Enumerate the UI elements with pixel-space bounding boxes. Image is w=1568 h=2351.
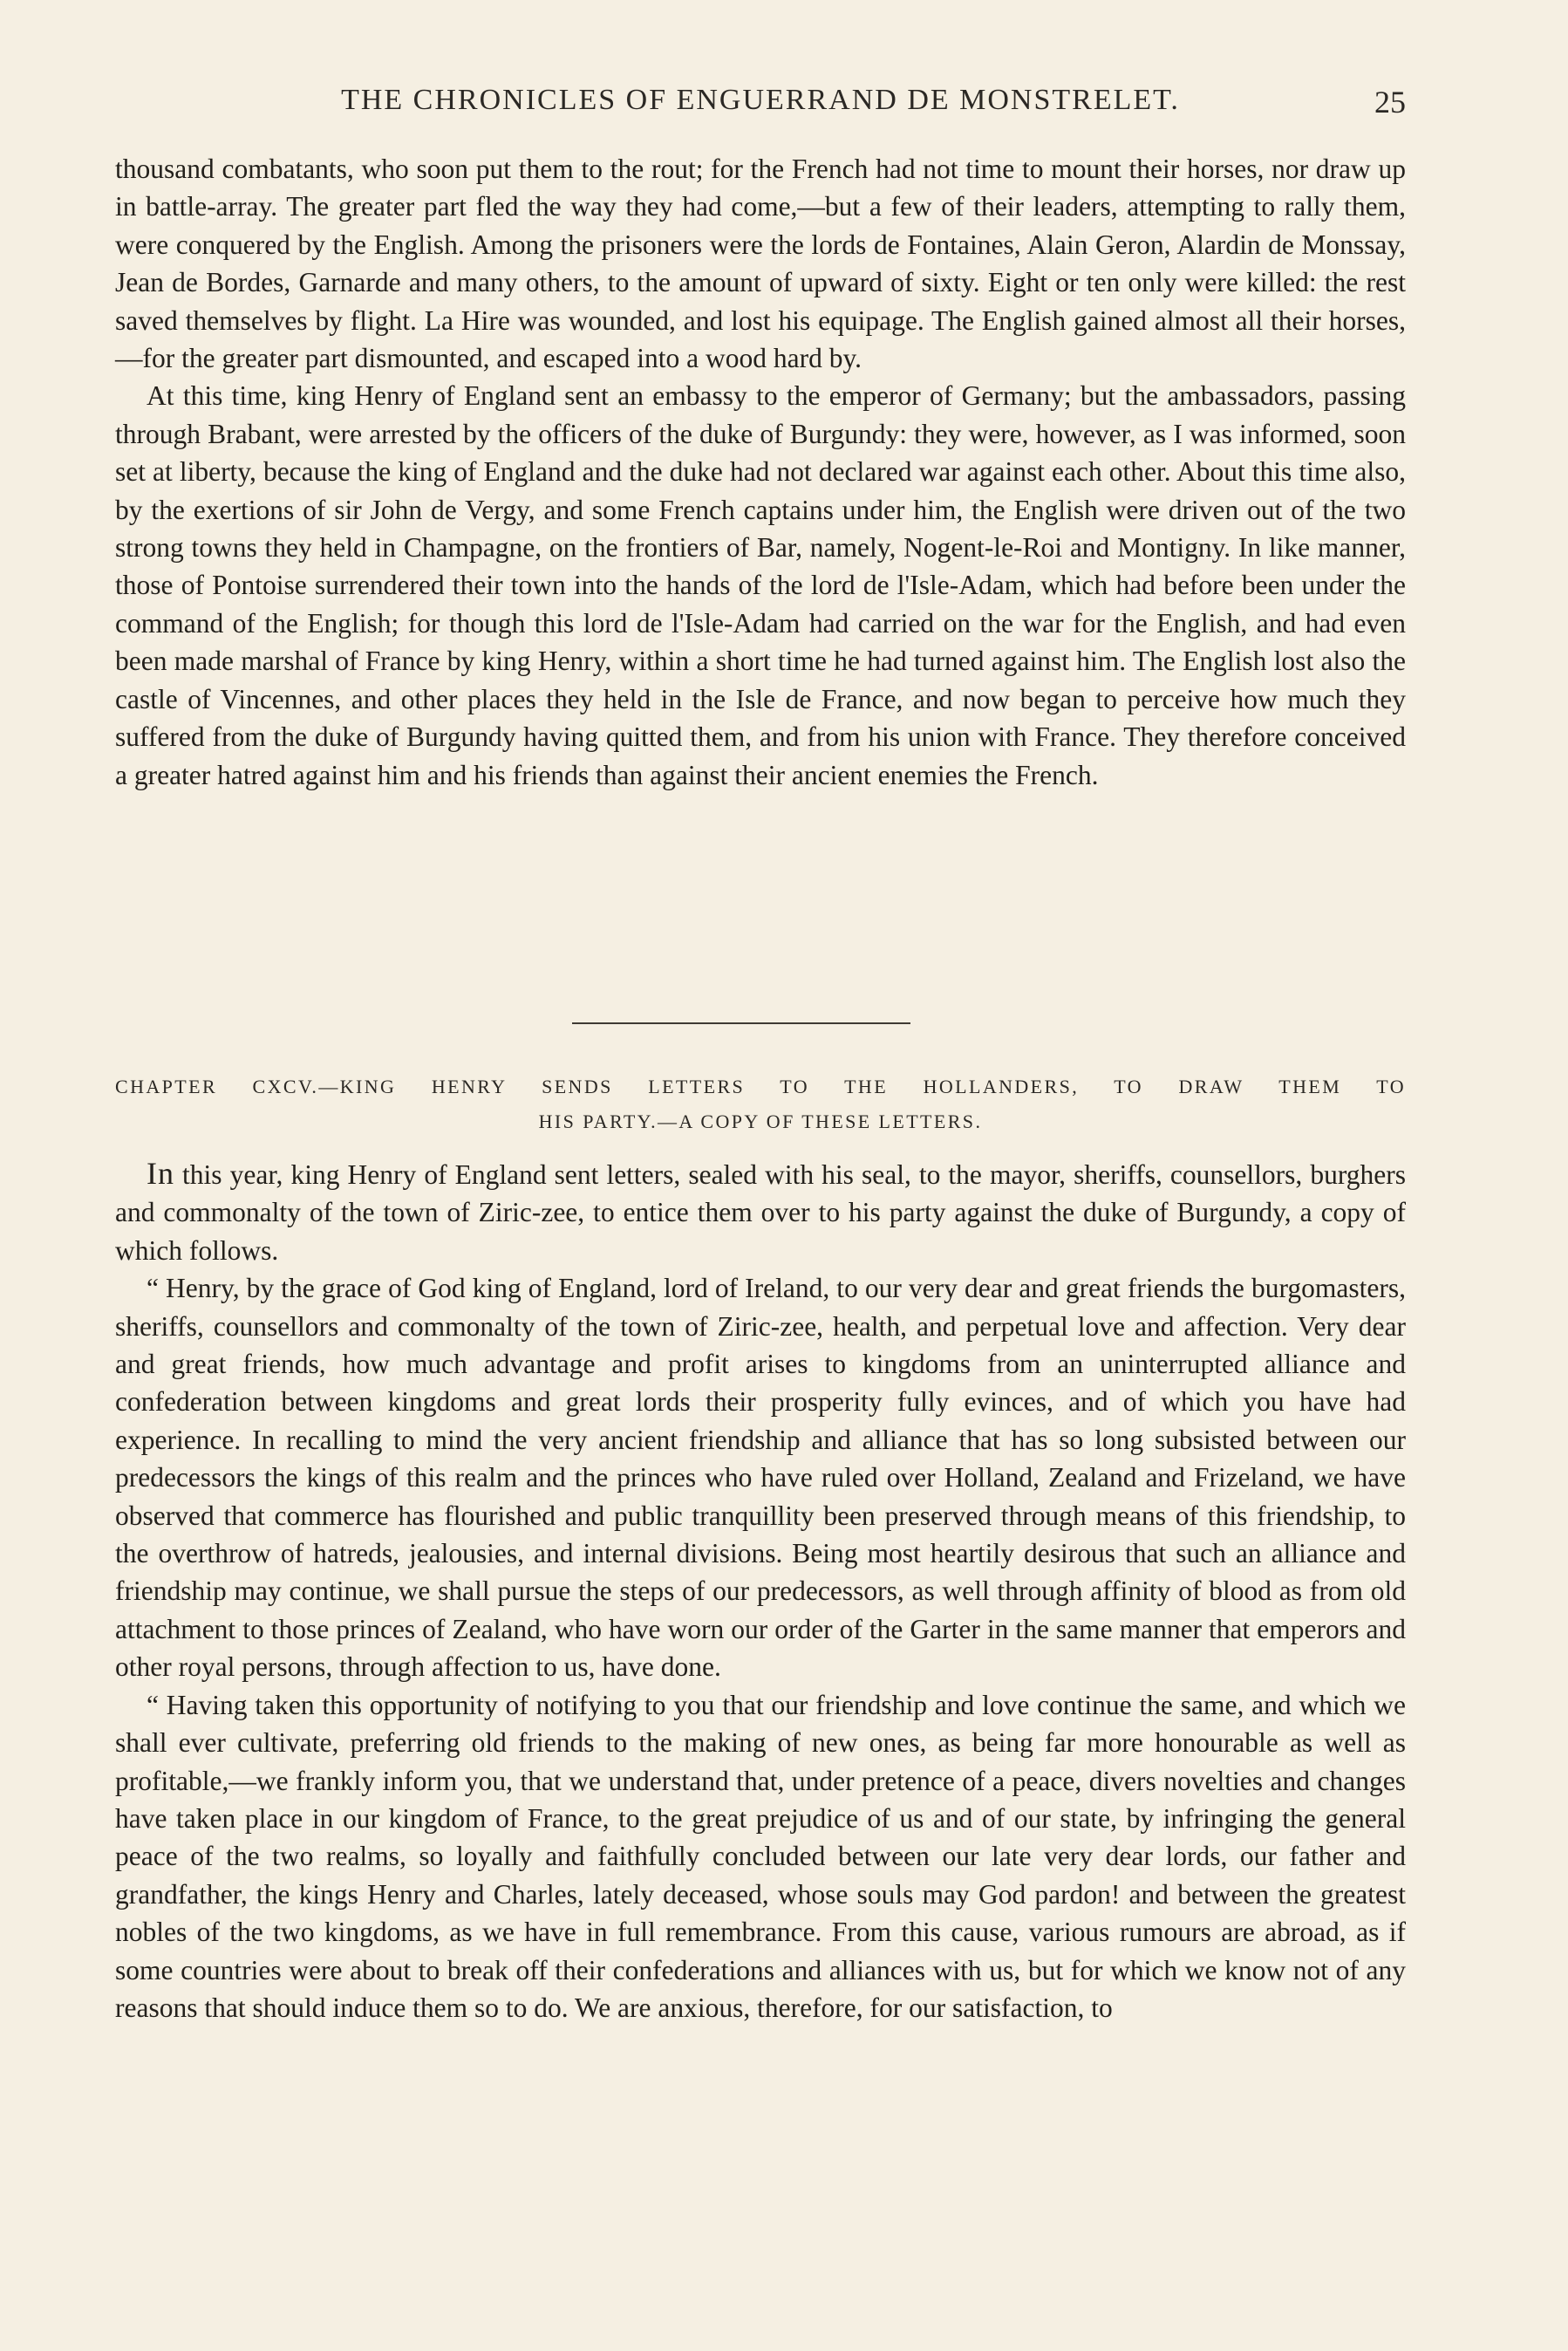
running-head (115, 84, 1406, 122)
first-section (115, 150, 1406, 794)
chapter-body (115, 1155, 1406, 2026)
opening-text: this year, king Henry of England sent letters, sealed with his seal, to the mayor, sheriffs, counsellors, burghers and commonalty of the town of Ziric-zee, to entice them over to his party against the duke of Burgundy, a copy of which follows. (115, 1159, 1406, 1266)
chapter-opening-paragraph (115, 1155, 1406, 1269)
paragraph-embassy: At this time, king Henry of England sent an embassy to the emperor of Germany; but the ambassadors, passing through Brabant, were arrested by the officers of the duke of Burgundy: they were, however, as I was informed, soon set at liberty, because the king of England and the duke had not declared war against each other. About this time also, by the exertions of sir John de Vergy, and some French captains under him, the English were driven out of the two strong towns they held in Champagne, on the frontiers of Bar, namely, Nogent-le-Roi and Montigny. In like manner, those of Pontoise surrendered their town into the hands of the lord de l'Isle-Adam, which had before been under the command of the English; for though this lord de l'Isle-Adam had carried on the war for the English, and had even been made marshal of France by king Henry, within a short time he had turned against him. The English lost also the castle of Vincennes, and other places they held in the Isle de France, and now began to perceive how much they suffered from the duke of Burgundy having quitted them, and from his union with France. They therefore conceived a greater hatred against him and his friends than against their ancient enemies the French. (115, 380, 1406, 790)
chapter-heading-line-1: CHAPTER CXCV.—KING HENRY SENDS LETTERS TO THE HOLLANDERS, TO DRAW THEM TO (115, 1076, 1406, 1097)
paragraph-continued: thousand combatants, who soon put them to the rout; for the French had not time to mount their horses, nor draw up in battle-array. The greater part fled the way they had come,—but a few of their leaders, attempting to rally them, were conquered by the English. Among the prisoners were the lords de Fontaines, Alain Geron, Alardin de Monssay, Jean de Bordes, Garnarde and many others, to the amount of upward of sixty. Eight or ten only were killed: the rest saved themselves by flight. La Hire was wounded, and lost his equipage. The English gained almost all their horses,—for the greater part dismounted, and escaped into a wood hard by. (115, 154, 1406, 374)
chapter-heading-line-2: HIS PARTY.—A COPY OF THESE LETTERS. (538, 1111, 983, 1132)
chapter-heading (115, 1070, 1406, 1139)
letter-paragraph-2: “ Having taken this opportunity of notifying to you that our friendship and love continue the same, and which we shall ever cultivate, preferring old friends to the making of new ones, as being far more honourable as well as profitable,—we frankly inform you, that we understand that, under pretence of a peace, divers novelties and changes have taken place in our kingdom of France, to the great prejudice of us and of our state, by infringing the general peace of the two realms, so loyally and faithfully concluded between our late very dear lords, our father and grandfather, the kings Henry and Charles, lately deceased, whose souls may God pardon! and between the greatest nobles of the two kingdoms, as we have in full remembrance. From this cause, various rumours are abroad, as if some countries were about to break off their confederations and alliances with us, but for which we know not of any reasons that should induce them so to do. We are anxious, therefore, for our satisfaction, to (115, 1689, 1406, 2023)
section-divider (572, 1022, 910, 1024)
running-title: THE CHRONICLES OF ENGUERRAND DE MONSTRELET. (341, 84, 1180, 116)
page-number: 25 (1374, 85, 1406, 120)
opening-word: In (147, 1156, 174, 1191)
letter-paragraph-1: “ Henry, by the grace of God king of England, lord of Ireland, to our very dear and great friends the burgomasters, sheriffs, counsellors and commonalty of the town of Ziric-zee, health, and perpetual love and affection. Very dear and great friends, how much advantage and profit arises to kingdoms from an uninterrupted alliance and confederation between kingdoms and great lords their prosperity fully evinces, and of which you have had experience. In recalling to mind the very ancient friendship and alliance that has so long subsisted between our predecessors the kings of this realm and the princes who have ruled over Holland, Zealand and Frizeland, we have observed that commerce has flourished and public tranquillity been preserved through means of this friendship, to the overthrow of hatreds, jealousies, and internal divisions. Being most heartily desirous that such an alliance and friendship may continue, we shall pursue the steps of our predecessors, as well through affinity of blood as from old attachment to those princes of Zealand, who have worn our order of the Garter in the same manner that emperors and other royal persons, through affection to us, have done. (115, 1273, 1406, 1683)
